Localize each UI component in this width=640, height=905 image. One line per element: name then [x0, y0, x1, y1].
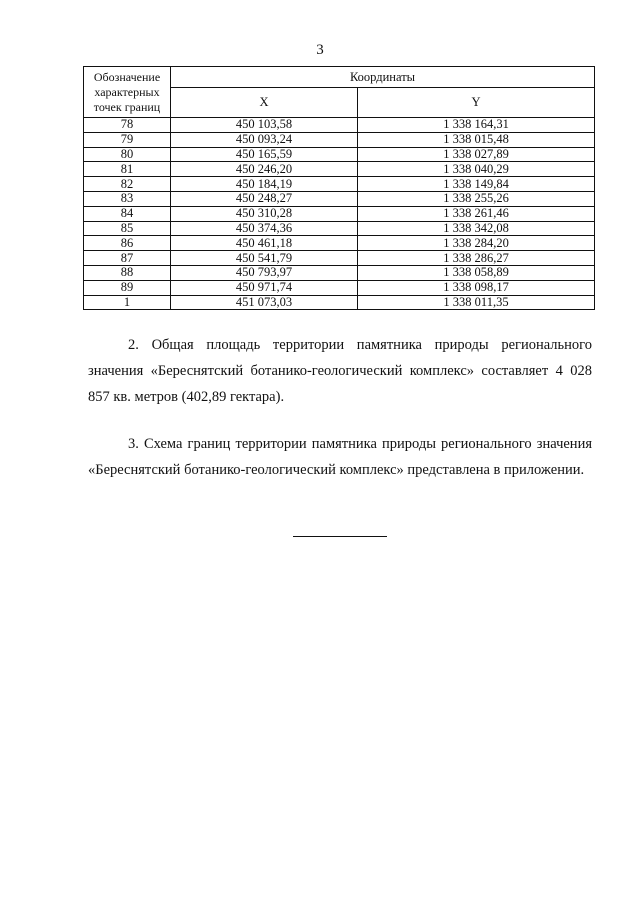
- y-cell: 1 338 040,29: [358, 162, 595, 177]
- y-cell: 1 338 261,46: [358, 206, 595, 221]
- paragraph-total-area: 2. Общая площадь территории памятника природы регионального значения «Береснятский ботанико-геологический комплекс» составляет 4 028 857 кв. метров (402,89 гектара).: [88, 337, 592, 405]
- table-row: [84, 221, 595, 236]
- page-number: 3: [316, 42, 324, 58]
- y-cell: 1 338 098,17: [358, 280, 595, 295]
- point-cell: 85: [84, 221, 171, 236]
- y-cell: 1 338 011,35: [358, 295, 595, 310]
- point-cell: 89: [84, 280, 171, 295]
- end-of-document-line: [293, 536, 387, 537]
- table-row: [84, 162, 595, 177]
- table-row: [84, 191, 595, 206]
- y-cell: 1 338 149,84: [358, 177, 595, 192]
- x-cell: 450 246,20: [171, 162, 358, 177]
- point-cell: 78: [84, 118, 171, 133]
- x-cell: 450 971,74: [171, 280, 358, 295]
- table-row: [84, 206, 595, 221]
- x-cell: 450 793,97: [171, 265, 358, 280]
- y-cell: 1 338 286,27: [358, 251, 595, 266]
- header-coordinates: Координаты: [171, 67, 595, 88]
- point-cell: 82: [84, 177, 171, 192]
- y-cell: 1 338 255,26: [358, 191, 595, 206]
- table-row: [84, 280, 595, 295]
- table-row: [84, 132, 595, 147]
- table-row: [84, 177, 595, 192]
- point-cell: 79: [84, 132, 171, 147]
- y-cell: 1 338 058,89: [358, 265, 595, 280]
- point-cell: 87: [84, 251, 171, 266]
- point-cell: 83: [84, 191, 171, 206]
- y-cell: 1 338 164,31: [358, 118, 595, 133]
- x-cell: 450 093,24: [171, 132, 358, 147]
- coordinates-table: [83, 66, 595, 310]
- x-cell: 450 248,27: [171, 191, 358, 206]
- x-cell: 450 461,18: [171, 236, 358, 251]
- y-cell: 1 338 027,89: [358, 147, 595, 162]
- point-cell: 86: [84, 236, 171, 251]
- header-y: Y: [358, 88, 595, 118]
- y-cell: 1 338 342,08: [358, 221, 595, 236]
- y-cell: 1 338 015,48: [358, 132, 595, 147]
- point-cell: 81: [84, 162, 171, 177]
- table-row: [84, 236, 595, 251]
- x-cell: 450 103,58: [171, 118, 358, 133]
- header-x: X: [171, 88, 358, 118]
- y-cell: 1 338 284,20: [358, 236, 595, 251]
- x-cell: 450 541,79: [171, 251, 358, 266]
- table-row: [84, 147, 595, 162]
- x-cell: 450 374,36: [171, 221, 358, 236]
- point-cell: 88: [84, 265, 171, 280]
- paragraph-boundary-scheme: 3. Схема границ территории памятника природы регионального значения «Береснятский ботанико-геологический комплекс» представлена в приложении.: [88, 436, 592, 478]
- point-cell: 80: [84, 147, 171, 162]
- x-cell: 450 184,19: [171, 177, 358, 192]
- table-row: [84, 265, 595, 280]
- point-cell: 1: [84, 295, 171, 310]
- table-row: [84, 251, 595, 266]
- x-cell: 451 073,03: [171, 295, 358, 310]
- x-cell: 450 310,28: [171, 206, 358, 221]
- header-boundary-points: Обозначение характерных точек границ: [84, 67, 171, 118]
- table-row: [84, 295, 595, 310]
- point-cell: 84: [84, 206, 171, 221]
- table-row: [84, 118, 595, 133]
- x-cell: 450 165,59: [171, 147, 358, 162]
